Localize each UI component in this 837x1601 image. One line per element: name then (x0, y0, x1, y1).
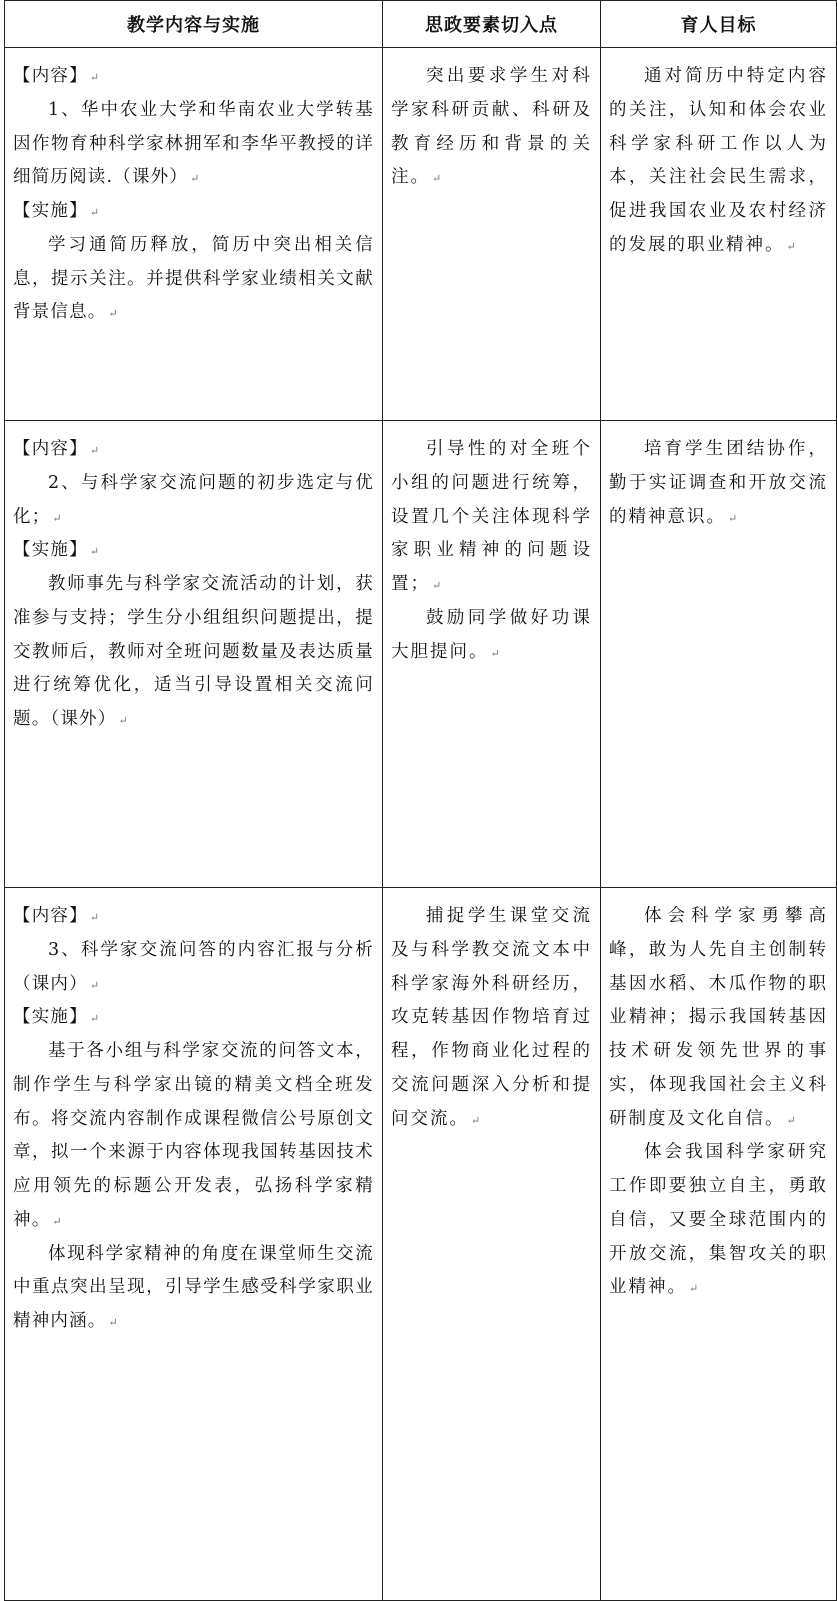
goal-paragraph (609, 433, 828, 534)
paragraph-mark-icon: ↵ (432, 579, 444, 593)
header-teaching-content: 教学内容与实施 (5, 1, 383, 48)
entry-paragraph (391, 900, 592, 1136)
entry-paragraph-text: 引导性的对全班个小组的问题进行统筹，设置几个关注体现科学家职业精神的问题设置； (391, 439, 592, 595)
content-cell (5, 421, 383, 888)
impl-paragraph-text: 教师事先与科学家交流活动的计划，获准参与支持；学生分小组组织问题提出，提交教师后，教师对全班问题数量及表达质量进行统筹优化，适当引导设置相关交流问题。（课外） (13, 574, 374, 730)
impl-paragraph (13, 1035, 374, 1238)
table-header-row (5, 1, 837, 48)
goal-cell (601, 888, 837, 1601)
paragraph-mark-icon: ↵ (490, 646, 502, 660)
paragraph-mark-icon: ↵ (89, 206, 101, 220)
goal-paragraph (609, 60, 828, 263)
goal-paragraph-text: 体会科学家勇攀高峰，敢为人先自主创制转基因水稻、木瓜作物的职业精神；揭示我国转基因技术研发领先世界的事实，体现我国社会主义科研制度及文化自信。 (609, 906, 828, 1129)
content-label-text: 【内容】 (13, 439, 88, 459)
paragraph-mark-icon: ↵ (118, 714, 129, 728)
goal-cell (601, 48, 837, 421)
goal-paragraph (609, 900, 828, 1136)
paragraph-mark-icon: ↵ (108, 1316, 119, 1330)
impl-label-text: 【实施】 (13, 1007, 88, 1028)
content-label-text: 【内容】 (13, 66, 88, 86)
goal-paragraph (609, 1136, 828, 1305)
entry-point-cell (383, 48, 601, 421)
header-ideological-entry: 思政要素切入点 (383, 1, 601, 48)
goal-paragraph-text: 体会我国科学家研究工作即要独立自主，勇敢自信，又要全球范围内的开放交流，集智攻关的职业精神。 (609, 1142, 828, 1298)
content-cell (5, 888, 383, 1601)
goal-paragraph-text: 培育学生团结协作，勤于实证调查和开放交流的精神意识。 (609, 439, 828, 527)
impl-paragraph-text: 学习通简历释放，简历中突出相关信息，提示关注。并提供科学家业绩相关文献背景信息。 (13, 234, 374, 323)
goal-paragraph-text: 通对简历中特定内容的关注，认知和体会农业科学家科研工作以人为本，关注社会民生需求，促进我国农业及农村经济的发展的职业精神。 (609, 66, 828, 255)
teaching-plan-table (4, 0, 837, 1601)
impl-label (13, 1001, 374, 1035)
impl-label-text: 【实施】 (13, 540, 88, 561)
content-label-text: 【内容】 (13, 906, 88, 926)
content-label (13, 900, 374, 934)
entry-paragraph-text: 捕捉学生课堂交流及与科学教交流文本中科学家海外科研经历，攻克转基因作物培育过程，作物商业化过程的交流问题深入分析和提问交流。 (391, 906, 592, 1129)
paragraph-mark-icon: ↵ (728, 511, 740, 525)
entry-paragraph (391, 602, 592, 670)
paragraph-mark-icon: ↵ (471, 1113, 483, 1127)
impl-paragraph (13, 229, 374, 330)
entry-point-cell (383, 421, 601, 888)
paragraph-mark-icon: ↵ (432, 172, 444, 186)
table-row (5, 48, 837, 421)
impl-label (13, 534, 374, 568)
impl-paragraph (13, 1238, 374, 1339)
paragraph-mark-icon: ↵ (190, 172, 201, 186)
content-text (13, 94, 374, 195)
paragraph-mark-icon: ↵ (108, 307, 119, 321)
table-row (5, 421, 837, 888)
paragraph-mark-icon: ↵ (689, 1282, 701, 1296)
paragraph-mark-icon: ↵ (52, 511, 63, 525)
entry-paragraph-text: 鼓励同学做好功课大胆提问。 (391, 607, 592, 662)
paragraph-mark-icon: ↵ (89, 1012, 101, 1026)
paragraph-mark-icon: ↵ (89, 545, 101, 559)
paragraph-mark-icon: ↵ (89, 911, 101, 924)
header-education-goal: 育人目标 (601, 1, 837, 48)
entry-paragraph (391, 60, 592, 195)
entry-paragraph-text: 突出要求学生对科学家科研贡献、科研及教育经历和背景的关注。 (391, 66, 592, 188)
table-row (5, 888, 837, 1601)
impl-paragraph-text: 体现科学家精神的角度在课堂师生交流中重点突出呈现，引导学生感受科学家职业精神内涵。 (13, 1243, 374, 1332)
entry-paragraph (391, 433, 592, 602)
paragraph-mark-icon: ↵ (89, 444, 101, 457)
content-label (13, 433, 374, 467)
content-label (13, 60, 374, 94)
paragraph-mark-icon: ↵ (786, 1113, 798, 1127)
impl-paragraph (13, 568, 374, 737)
content-text (13, 467, 374, 535)
paragraph-mark-icon: ↵ (89, 71, 101, 84)
entry-point-cell (383, 888, 601, 1601)
content-text (13, 934, 374, 1002)
paragraph-mark-icon: ↵ (89, 978, 101, 992)
goal-cell (601, 421, 837, 888)
impl-label-text: 【实施】 (13, 201, 88, 222)
content-text-text: 1、华中农业大学和华南农业大学转基因作物育种科学家林拥军和李华平教授的详细简历阅读.（课外） (13, 99, 374, 188)
impl-paragraph-text: 基于各小组与科学家交流的问答文本，制作学生与科学家出镜的精美文档全班发布。将交流内容制作成课程微信公号原创文章，拟一个来源于内容体现我国转基因技术应用领先的标题公开发表，弘扬科学家精神。 (13, 1041, 374, 1230)
paragraph-mark-icon: ↵ (52, 1214, 63, 1228)
content-text-text: 3、科学家交流问答的内容汇报与分析（课内） (13, 939, 374, 994)
impl-label (13, 195, 374, 229)
content-text-text: 2、与科学家交流问题的初步选定与优化； (13, 472, 374, 527)
paragraph-mark-icon: ↵ (786, 239, 798, 253)
content-cell (5, 48, 383, 421)
